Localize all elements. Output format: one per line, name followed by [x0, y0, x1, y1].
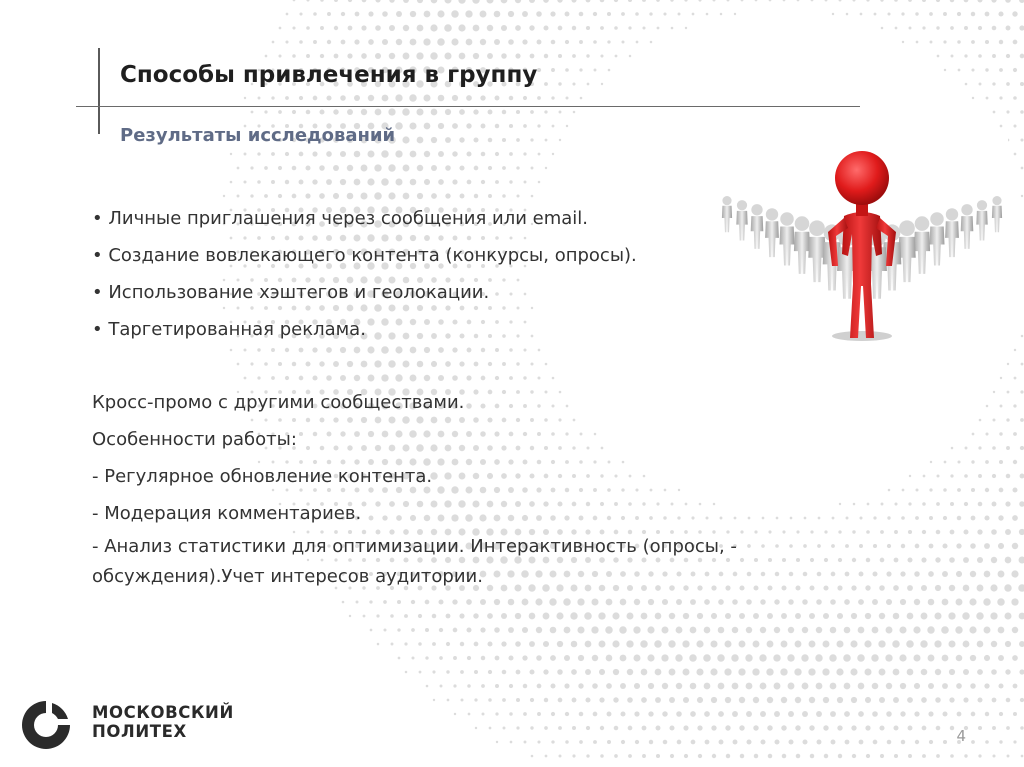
paragraph-gap [92, 348, 852, 384]
bullet-item: • Таргетированная реклама. [92, 319, 366, 340]
page-number: 4 [956, 727, 966, 745]
body-paragraph: - Регулярное обновление контента. [92, 466, 433, 487]
bullet-item: • Использование хэштегов и геолокации. [92, 282, 490, 303]
logo-wordmark [92, 703, 234, 741]
logo-line-2: ПОЛИТЕХ [92, 722, 187, 741]
body-paragraph: Особенности работы: [92, 429, 297, 450]
bullet-item: • Личные приглашения через сообщения или email. [92, 208, 588, 229]
slide-title: Способы привлечения в группу [120, 62, 538, 88]
leader-crowd-illustration [716, 134, 1008, 350]
body-paragraph: Кросс-промо с другими сообществами. [92, 392, 465, 413]
slide-subtitle: Результаты исследований [120, 125, 396, 146]
title-vertical-rule [98, 48, 100, 134]
body-paragraph: - Модерация комментариев. [92, 503, 362, 524]
bullet-item: • Создание вовлекающего контента (конкурсы, опросы). [92, 245, 637, 266]
body-paragraph: - Анализ статистики для оптимизации. Интерактивность (опросы, - обсуждения).Учет интересов аудитории. [92, 536, 737, 587]
moscow-polytech-logo [18, 697, 74, 757]
leader-figure-image [716, 134, 1008, 350]
title-horizontal-rule [76, 106, 860, 107]
polytech-ring-icon [18, 697, 74, 753]
logo-line-1: МОСКОВСКИЙ [92, 703, 234, 722]
